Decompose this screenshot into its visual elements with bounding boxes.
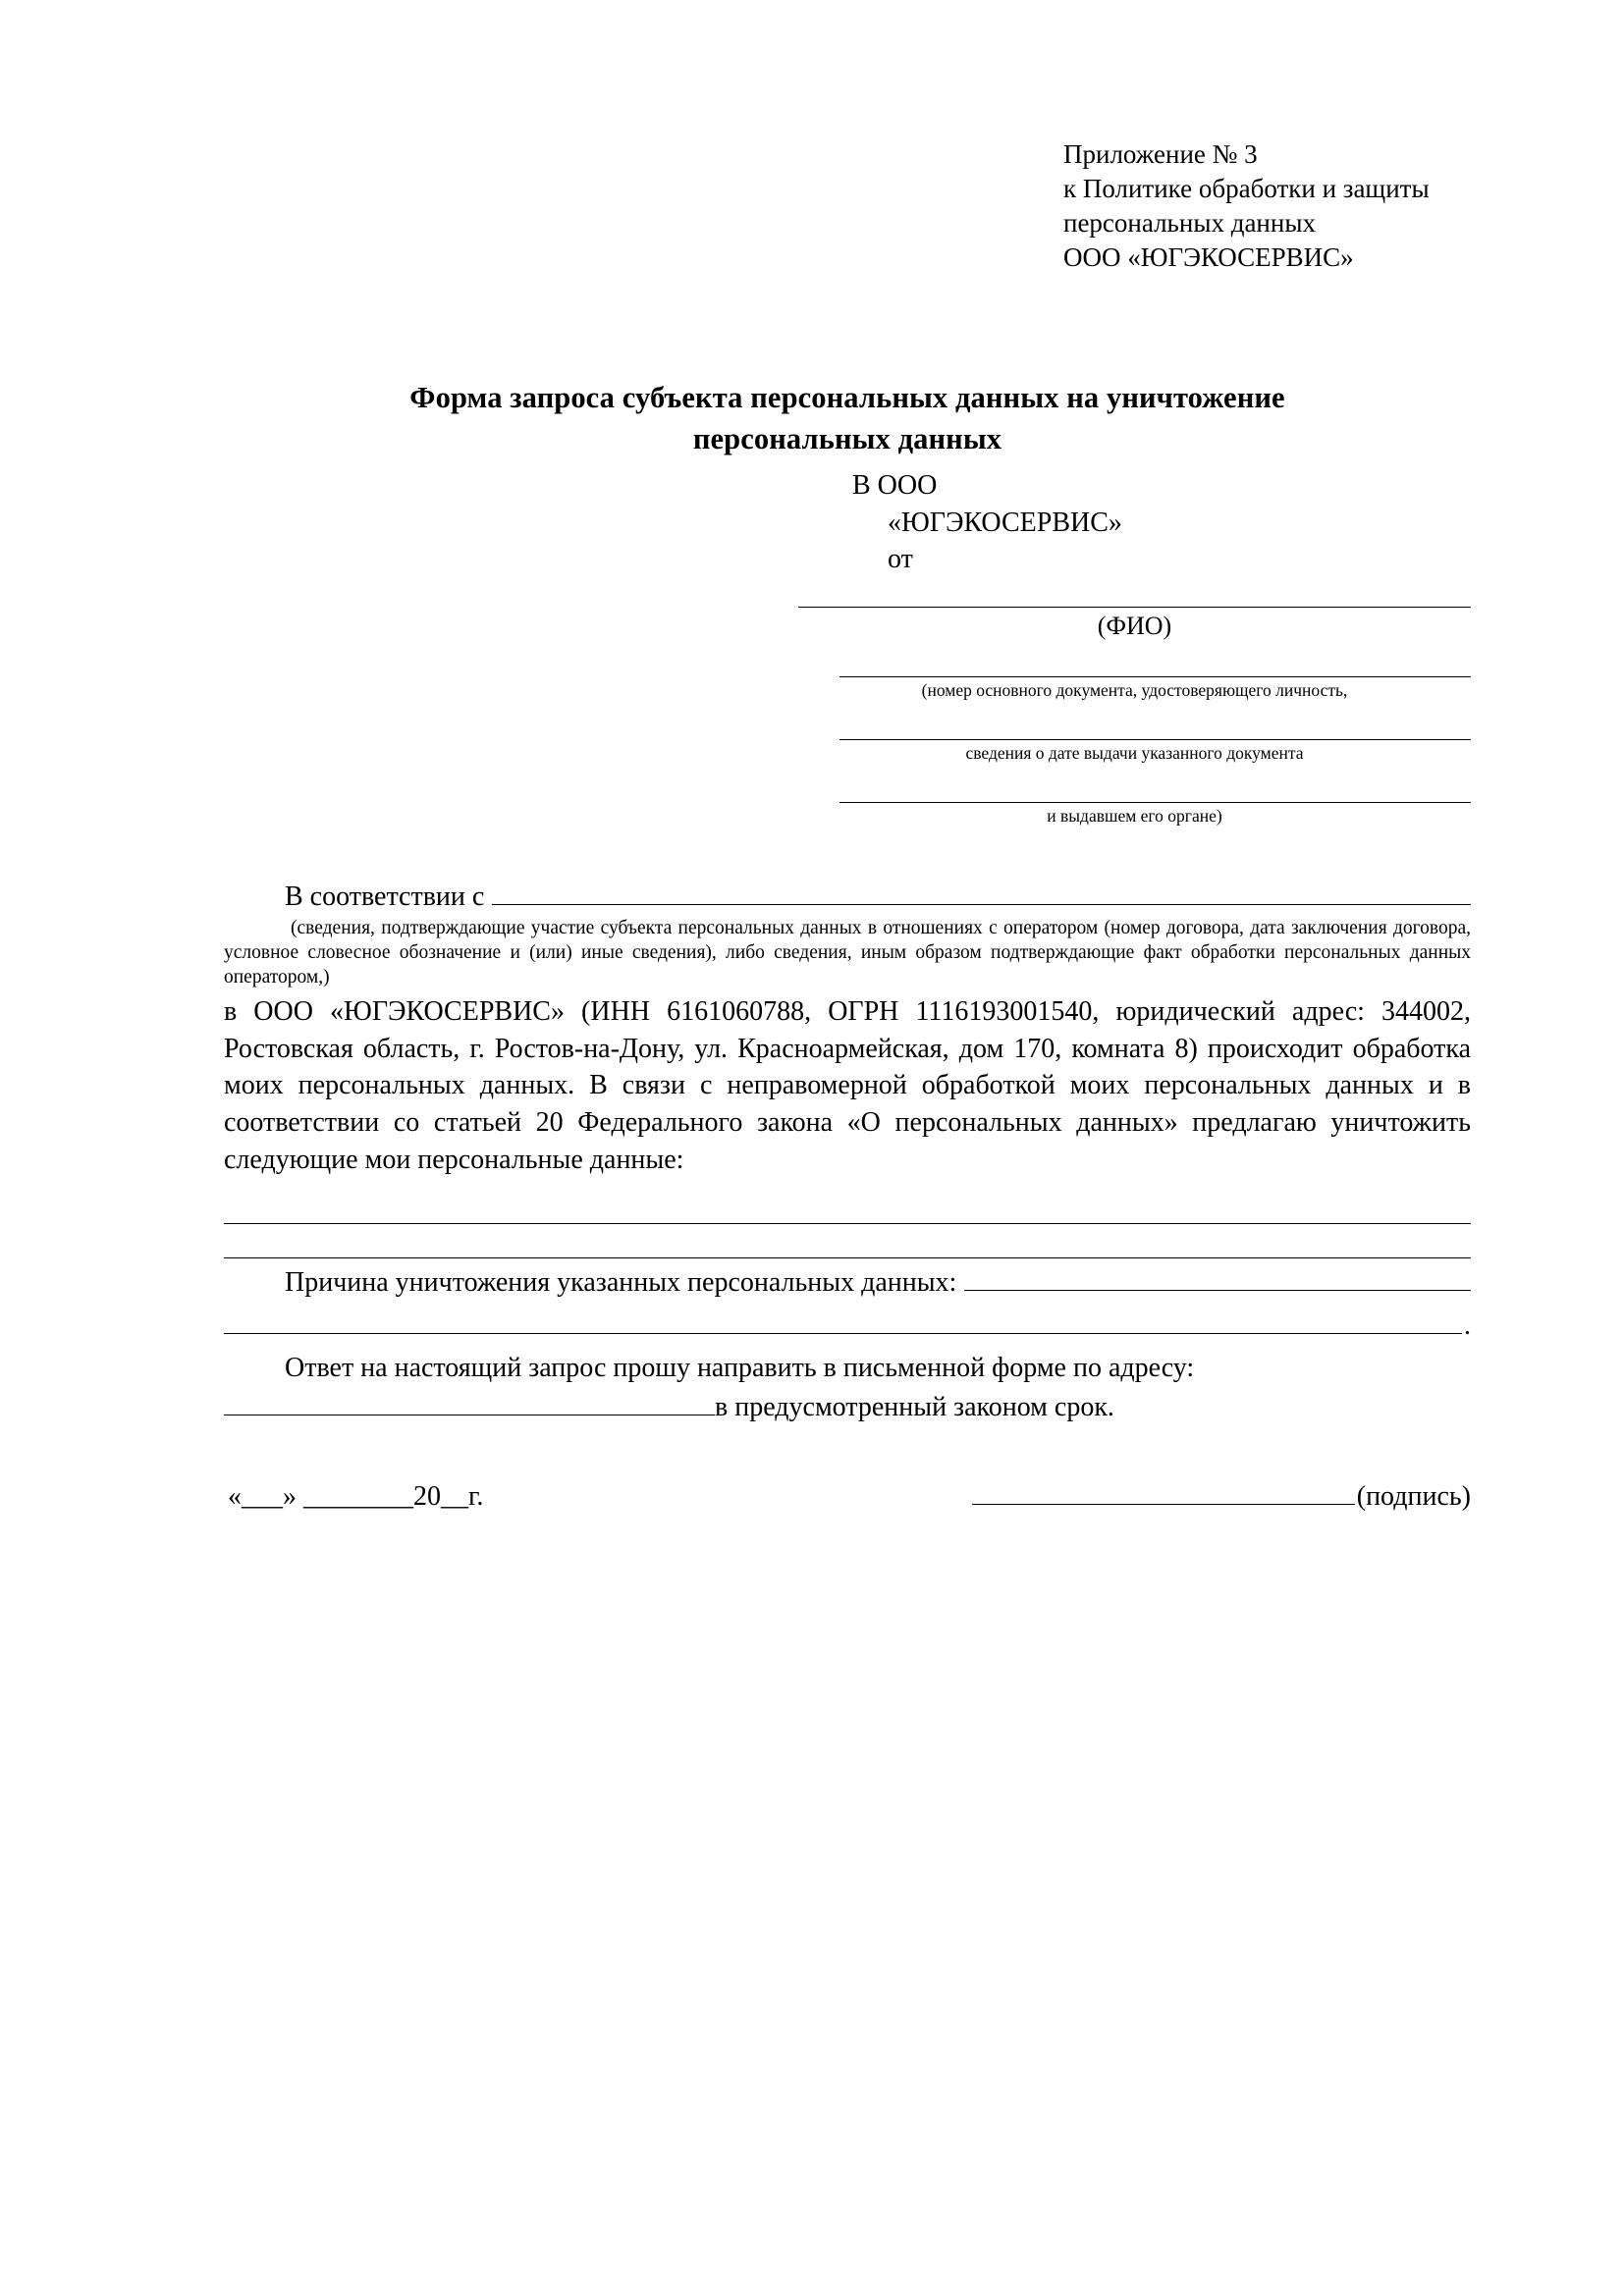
signature-input-line[interactable] [972,1478,1355,1505]
page-title-line-1: Форма запроса субъекта персональных данных на уничтожение [409,381,1285,415]
reason-continuation-row [224,1308,1471,1344]
applicant-fields [798,577,1471,835]
document-number-input-line[interactable] [839,647,1471,677]
address-row [224,1389,1471,1425]
page-title-line-2: персональных данных [692,421,1002,455]
signature-caption: (подпись) [1356,1480,1471,1512]
reason-input-line-2[interactable] [224,1308,1462,1334]
personal-data-input-line-2[interactable] [224,1224,1471,1258]
in-accordance-row [224,879,1471,915]
document-date-input-line[interactable] [839,710,1471,740]
reason-label: Причина уничтожения указанных персональных данных: [285,1267,957,1299]
appendix-header-line-3: персональных данных [1063,208,1316,239]
fio-input-line[interactable] [798,577,1471,608]
reason-row [224,1264,1471,1301]
document-date-caption: сведения о дате выдачи указанного документа [965,743,1304,764]
appendix-header [1063,137,1471,275]
fio-caption: (ФИО) [1097,612,1172,641]
addressee-line-1: В ООО [852,470,938,502]
in-accordance-note-text: (сведения, подтверждающие участие субъекта персональных данных в отношениях с оператором (номер договора, дата заключения договора, условное словесное обозначение и (или) иные сведения), либо сведения, иным образом подтверждающие факт обработки персональных данных оператором,) [224,918,1471,988]
personal-data-input-line-1[interactable] [224,1190,1471,1224]
addressee-line-2: «ЮГЭКОСЕРВИС» [888,507,1122,538]
answer-paragraph-text: Ответ на настоящий запрос прошу направить в письменной форме по адресу: [285,1352,1195,1383]
answer-paragraph [224,1350,1471,1387]
in-accordance-label: В соответствии с [285,881,485,913]
addressee-line-3: от [888,543,913,574]
in-accordance-note [224,917,1471,989]
appendix-header-line-2: к Политике обработки и защиты [1063,174,1430,204]
document-content [224,137,1471,1515]
appendix-header-line-4: ООО «ЮГЭКОСЕРВИС» [1063,242,1354,273]
signature-row [224,1478,1471,1515]
reason-input-line[interactable] [964,1264,1471,1291]
main-paragraph: в ООО «ЮГЭКОСЕРВИС» (ИНН 6161060788, ОГРН 1116193001540, юридический адрес: 344002, Ростовская область, г. Ростов-на-Дону, ул. Красноармейская, дом 170, комната 8) происходит обработка моих персональных данных. В связи с неправомерной обработкой моих персональных данных и в соответствии со статьей 20 Федерального закона «О персональных данных» предлагаю уничтожить следующие мои персональные данные: [224,996,1471,1175]
document-issuer-input-line[interactable] [839,773,1471,803]
document-issuer-caption: и выдавшем его органе) [1047,806,1222,827]
document-number-caption: (номер основного документа, удостоверяющего личность, [921,680,1348,701]
signature-field [972,1478,1471,1515]
addressee-block [852,467,1471,577]
address-input-line[interactable] [224,1389,715,1415]
page-title [224,378,1471,459]
body-zone [224,879,1471,1515]
reason-period: . [1464,1309,1471,1341]
date-field[interactable]: «___» ________20__г. [228,1480,484,1512]
term-text: в предусмотренный законом срок. [715,1391,1114,1422]
in-accordance-input-line[interactable] [492,879,1471,905]
appendix-header-line-1: Приложение № 3 [1063,139,1258,169]
